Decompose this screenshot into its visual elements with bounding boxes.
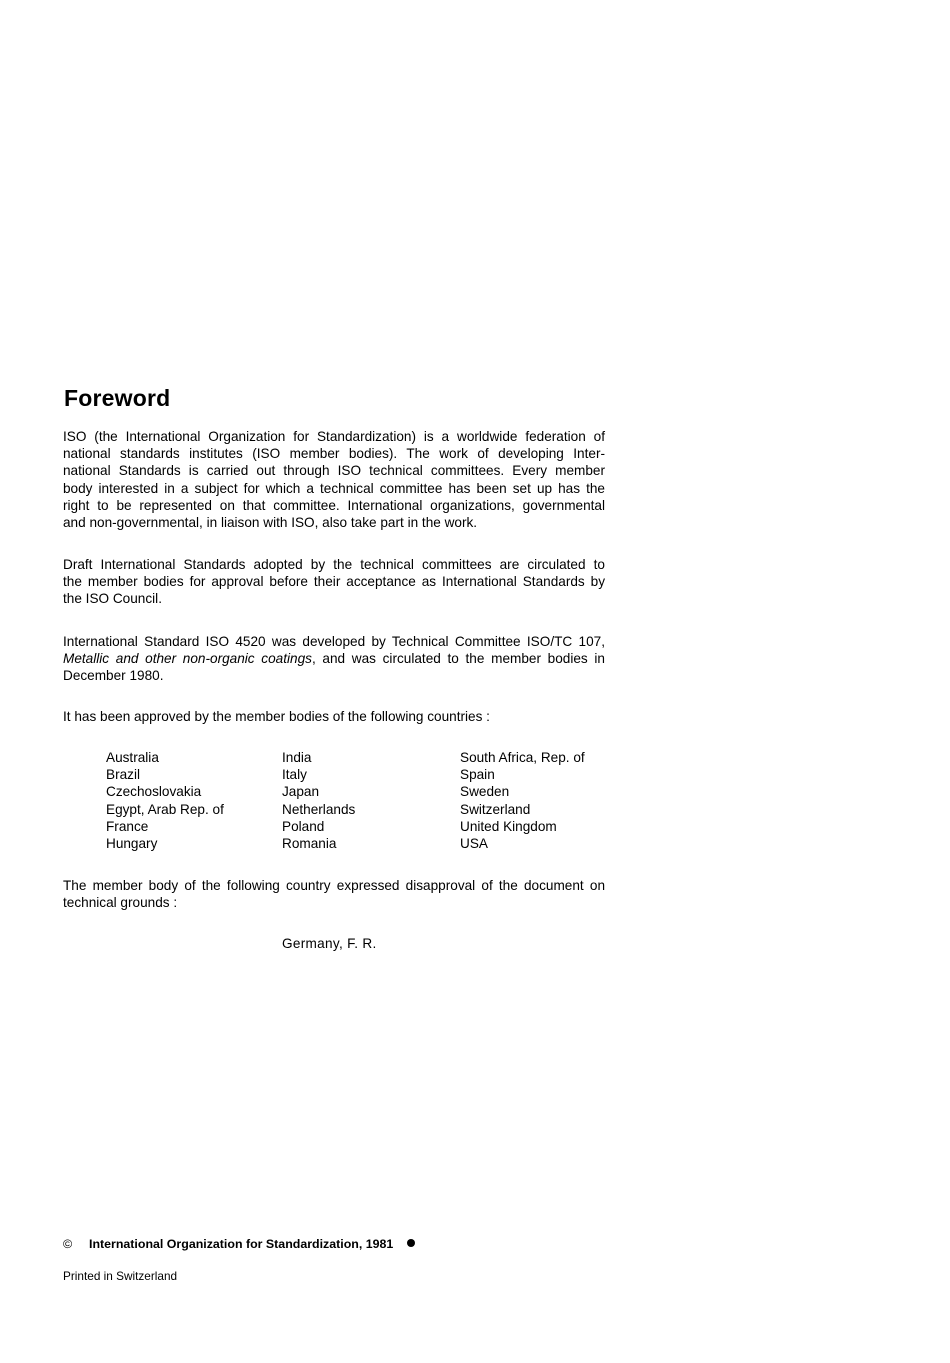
paragraph-line: right to be represented on that committee. International organizations, governmental — [63, 497, 605, 513]
country-item: France — [106, 818, 149, 834]
country-item: Brazil — [106, 767, 140, 783]
country-item: Italy — [282, 767, 307, 783]
country-item: USA — [460, 836, 488, 852]
country-item: United Kingdom — [460, 818, 557, 834]
paragraph-line: and non-governmental, in liaison with ISO, also take part in the work. — [63, 515, 478, 531]
country-item: Romania — [282, 836, 337, 852]
copyright-text: International Organization for Standardization, 1981 — [89, 1237, 394, 1251]
country-item: Czechoslovakia — [106, 784, 202, 800]
paragraph-line: International Standard ISO 4520 was developed by Technical Committee ISO/TC 107, — [63, 634, 605, 649]
bullet-icon — [407, 1239, 415, 1247]
copyright-symbol: © — [63, 1237, 73, 1251]
countries-column-3 — [460, 749, 585, 852]
country-item: Hungary — [106, 836, 158, 852]
paragraph-line: Draft International Standards adopted by the technical committees are circulated to — [63, 557, 605, 572]
paragraph-line: ISO (the International Organization for Standardization) is a worldwide federation of — [63, 429, 605, 444]
countries-column-2 — [282, 749, 355, 852]
country-item: India — [282, 750, 312, 765]
country-item: Netherlands — [282, 801, 356, 817]
paragraph-line: the ISO Council. — [63, 591, 162, 607]
country-item: Poland — [282, 818, 325, 834]
countries-column-1 — [106, 749, 224, 852]
country-item: Japan — [282, 784, 320, 800]
paragraph-line: It has been approved by the member bodies of the following countries : — [63, 709, 490, 724]
committee-title: Metallic and other non-organic coatings — [63, 651, 312, 667]
paragraph-line: national standards institutes (ISO member bodies). The work of developing Inter- — [63, 446, 605, 462]
printed-location: Printed in Switzerland — [63, 1269, 178, 1283]
paragraph-standard-development — [63, 633, 605, 685]
paragraph-line: body interested in a subject for which a technical committee has been set up has the — [63, 480, 605, 496]
paragraph-line: the member bodies for approval before their acceptance as International Standards by — [63, 574, 605, 590]
country-item: Switzerland — [460, 801, 531, 817]
paragraph-line-rest: , and was circulated to the member bodies in — [311, 651, 605, 667]
paragraph-line — [63, 650, 605, 667]
paragraph-draft-standards — [63, 556, 605, 608]
disapproval-intro — [63, 877, 605, 911]
page-title: Foreword — [64, 385, 171, 411]
paragraph-iso-description — [63, 428, 605, 531]
copyright-notice — [63, 1237, 415, 1251]
country-item: Australia — [106, 750, 159, 765]
country-item: Egypt, Arab Rep. of — [106, 801, 224, 817]
country-item: South Africa, Rep. of — [460, 750, 585, 765]
paragraph-line: December 1980. — [63, 668, 164, 684]
disapproving-country: Germany, F. R. — [282, 936, 377, 951]
country-item: Sweden — [460, 784, 510, 800]
country-item: Spain — [460, 767, 495, 783]
paragraph-line: The member body of the following country expressed disapproval of the document on — [63, 878, 605, 893]
approving-countries-list — [106, 749, 626, 859]
paragraph-line: national Standards is carried out through ISO technical committees. Every member — [63, 463, 605, 479]
approval-intro — [63, 708, 605, 725]
paragraph-line: technical grounds : — [63, 895, 178, 911]
